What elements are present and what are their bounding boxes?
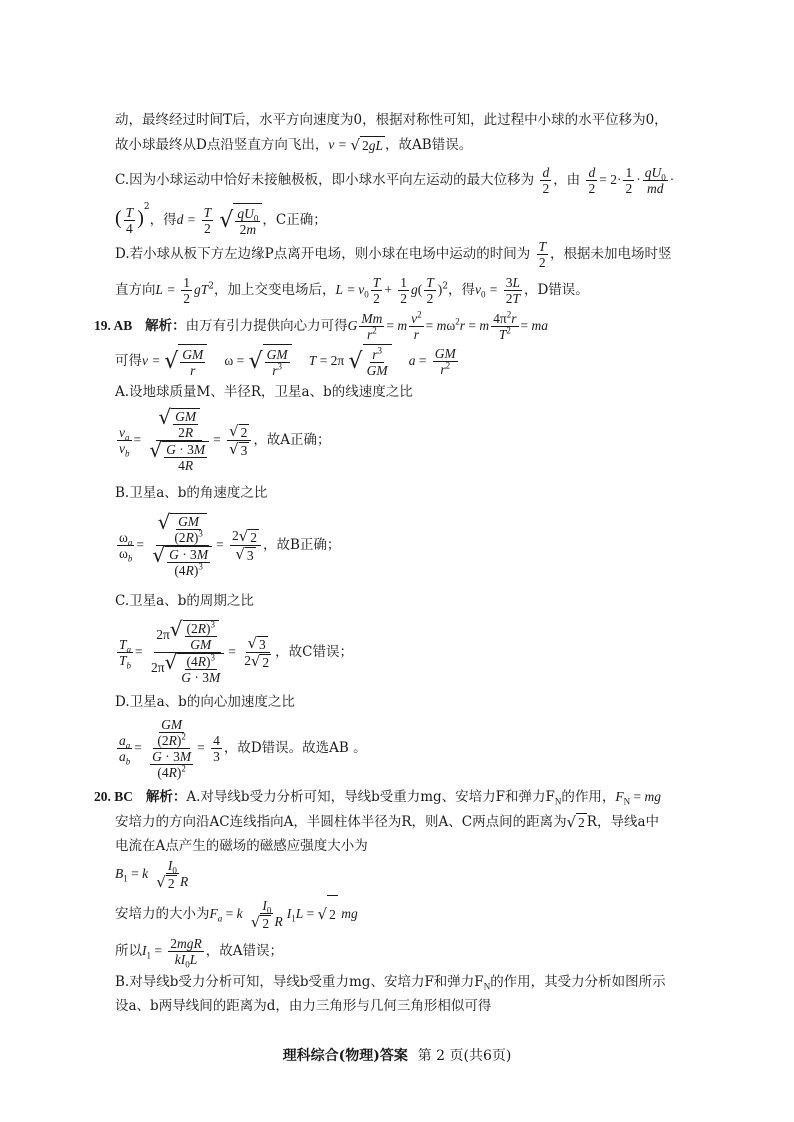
text-line: 安培力的大小为$F_a = k$ $I_0$ √ 2 R $I_1L$ = √ 2 mg [115,895,358,934]
text-span: ，D错误。 [523,282,589,298]
formula: √ $\frac{GM}{(2R)^3}$ √ $\frac{G \cdot 3M}{(4R)^3}$ [150,513,214,578]
text-span: 所以 [115,943,142,959]
footer-title: 理科综合(物理)答案 [282,1048,408,1064]
text-span: 的作用，其受力分析如图所示 [490,974,666,990]
text-line: 故小球最终从D点沿竖直方向飞出，v = √ 2 gL ，故AB错误。 [115,136,473,154]
text-line: 可得v = √ $\frac{GM}{r}$ ω = √ $\frac{GM}{r^3}$ T = 2π √ $\frac{r^3}{GM}$ a = $\frac{GM}{r^2}$ [115,345,456,378]
question-20-header: 20. BC 解析：A.对导线b受力分析可知，导线b受重力mg、安培力F和弹力$F_N$的作用，$F_N$ = mg [94,789,662,807]
text-line: A.设地球质量M、半径R，卫星a、b的线速度之比 [115,384,413,400]
text-span: 安培力的大小为 [115,906,210,922]
page-footer [0,1045,794,1065]
question-19-header: 19. AB 解析：由万有引力提供向心力可得G $\frac{Mm}{r^2}$ = m $\frac{v^2}{r}$ = $m\omega^2r = m$ $\frac{4\pi^2r}{T^2}$ = ma [94,309,549,342]
text-span: ，C正确； [262,212,327,228]
formula: $\frac{a_a}{a_b}$ [119,733,131,767]
formula: 2 √ 2 √ 3 [230,528,261,563]
text-line: $\frac{v_a}{v_b}$ = √ $\frac{GM}{2R}$ √ $\frac{G \cdot 3M}{4R}$ = √ 2 √ 3 ，故A正确； [119,405,331,473]
formula: √ $\frac{GM}{2R}$ √ $\frac{G \cdot 3M}{4R}$ [147,408,211,473]
text-span: ，故A错误； [205,943,284,959]
formula: √ $\frac{GM}{r}$ [164,344,207,380]
text-span: 安培力的方向沿AC连线指向A，半圆柱体半径为R，则A、C两点间的距离为 [115,814,567,830]
formula: $\frac{1}{2}$ [625,165,633,196]
text-span: ，故A正确； [253,432,331,448]
text-line: 动，最终经过时间T后，水平方向速度为0，根据对称性可知，此过程中小球的水平位移为0， [115,112,668,128]
formula: $\frac{T}{2}$ [426,275,434,306]
text-span: 可得 [115,353,142,369]
formula: $\frac{v^2}{r}$ [411,309,422,342]
formula: $\frac{Mm}{r^2}$ [361,311,383,342]
text-line [115,238,672,270]
text-span: R，导线a中 [586,814,660,830]
text-line: 所以$I_1$ = $\frac{\text{2mgR}}{kI_0L}$ ，故A错误； [115,936,284,970]
text-span: ，故C错误； [275,644,353,660]
formula: √ $\frac{GM}{r^3}$ [249,344,292,380]
formula: $\frac{T}{2}$ [203,205,212,236]
formula: $I_0$ √ 2 R [250,898,283,931]
text-span: 由万有引力提供向心力可得 [185,318,348,334]
formula: √ 2 [566,813,585,831]
formula: $\frac{GM}{r^2}$ [434,346,456,377]
formula: 2π √ $\frac{(2R)^3}{GM}$ 2π √ $\frac{(4R)^3}{G \cdot 3M}$ [149,620,226,685]
formula: $\frac{3L}{2T}$ [505,275,520,306]
formula: $\frac{\omega_a}{\omega_b}$ [119,530,133,564]
text-line: 直方向L = $\frac{1}{2}$ $gT^2$，加上交变电场后，$L = v_0$ $\frac{T}{2}$ + $\frac{1}{2}$ g( $\frac{T}{2}$ )$^2$，得$v_0$ = $\frac{3L}{2T}$ ，D错误。 [115,275,589,306]
page-number: 第 2 页(共6页) [417,1048,512,1064]
formula: √ $\frac{r^3}{GM}$ [349,344,392,380]
text-line: C.因为小球运动中恰好未接触极板，即小球水平向左运动的最大位移为 $\frac{d}{2}$ ，由 $\frac{d}{2}$ = 2· $\frac{1}{2}$ · $\frac{qU_0}{md}$ · [115,165,675,196]
text-line: ( $\frac{T}{4}$ )$^2$，得d = $\frac{T}{2}$ √ $\frac{qU_0}{2m}$ ，C正确； [115,201,327,237]
text-line: 电流在A点产生的磁场的磁感应强度大小为 [115,838,368,854]
formula: $\frac{d}{2}$ [588,165,596,196]
text-span: 故AB错误。 [398,137,473,153]
text-span: ，故D错误。故选AB 。 [223,740,367,756]
text-span: 直方向 [115,282,156,298]
formula: $\frac{\frac{GM}{(2R)^2}}{\frac{G \cdot 3M}{(4R)^2}}$ [152,717,192,780]
text-line [115,813,659,832]
formula: $\frac{T_a}{T_b}$ [119,637,132,671]
text-span: ，得 [447,282,475,298]
text-line: D.卫星a、b的向心加速度之比 [115,694,295,710]
question-number: 19. AB [94,318,133,333]
text-span: 的作用， [561,789,616,805]
formula: $\frac{1}{2}$ [183,275,190,306]
text-line: $\frac{a_a}{a_b}$ = $\frac{\frac{GM}{(2R)^2}}{\frac{G \cdot 3M}{(4R)^2}}$ = $\frac{4}{3}$ ，故D错误。故选AB 。 [119,717,367,780]
text-span: ，根据未加电场时竖 [550,246,672,262]
formula: $\frac{\text{2mgR}}{kI_0L}$ [170,936,202,970]
formula: $\frac{4}{3}$ [213,733,220,764]
formula: √ 3 2 √ 2 [244,634,270,670]
formula: √ $\frac{qU_0}{2m}$ [219,203,262,239]
text-span: ，加上交变电场后， [213,282,336,298]
text-span: A.对导线b受力分析可知，导线b受重力mg、安培力F和弹力F [186,789,555,805]
text-line: 设a、b两导线间的距离为d，由力三角形与几何三角形相似可得 [115,998,492,1014]
formula: $I_0$ √ 2 R [156,858,189,891]
text-line: B.对导线b受力分析可知，导线b受重力mg、安培力F和弹力$F_N$的作用，其受力分析如图所示 [115,974,666,992]
text-span: B.对导线b受力分析可知，导线b受重力mg、安培力F和弹力F [115,974,484,990]
formula: $\frac{1}{2}$ [400,275,407,306]
formula: $\frac{v_a}{v_b}$ [119,425,130,459]
formula: √ 2 √ 3 [227,423,251,458]
text-line: $B_1 = k$ $I_0$ √ 2 R [115,858,189,891]
text-span: ，由 [553,172,581,188]
text-line: C.卫星a、b的周期之比 [115,593,254,609]
analysis-label: 解析： [145,789,187,805]
text-span: D.若小球从板下方左边缘P点离开电场，则小球在电场中运动的时间为 [115,246,531,262]
text-span: ，得 [149,212,177,228]
text-span: ，故B正确； [262,537,341,553]
text-span: 故小球最终从D点沿竖直方向飞出， [115,137,329,153]
formula: $\frac{T}{2}$ [372,275,381,306]
question-number: 20. BC [94,789,134,804]
text-line: B.卫星a、b的角速度之比 [115,485,268,501]
formula: $\frac{T}{2}$ [538,239,547,270]
formula: $\frac{qU_0}{md}$ [644,165,666,196]
text-span: C.因为小球运动中恰好未接触极板，即小球水平向左运动的最大位移为 [115,172,535,188]
formula: $\frac{T}{4}$ [125,205,134,236]
formula: $\frac{d}{2}$ [542,165,550,196]
text-line: $\frac{T_a}{T_b}$ = 2π √ $\frac{(2R)^3}{GM}$ 2π √ $\frac{(4R)^3}{G \cdot 3M}$ = √ 3 2 √ 2 ，故C错误； [119,617,353,685]
analysis-label: 解析： [145,318,186,334]
formula: √ 2 gL [350,136,384,154]
formula: $\frac{4\pi^2r}{T^2}$ [493,309,517,342]
text-line: $\frac{\omega_a}{\omega_b}$ = √ $\frac{GM}{(2R)^3}$ √ $\frac{G \cdot 3M}{(4R)^3}$ = 2 √ 2 √ 3 ，故B正确； [119,510,341,578]
